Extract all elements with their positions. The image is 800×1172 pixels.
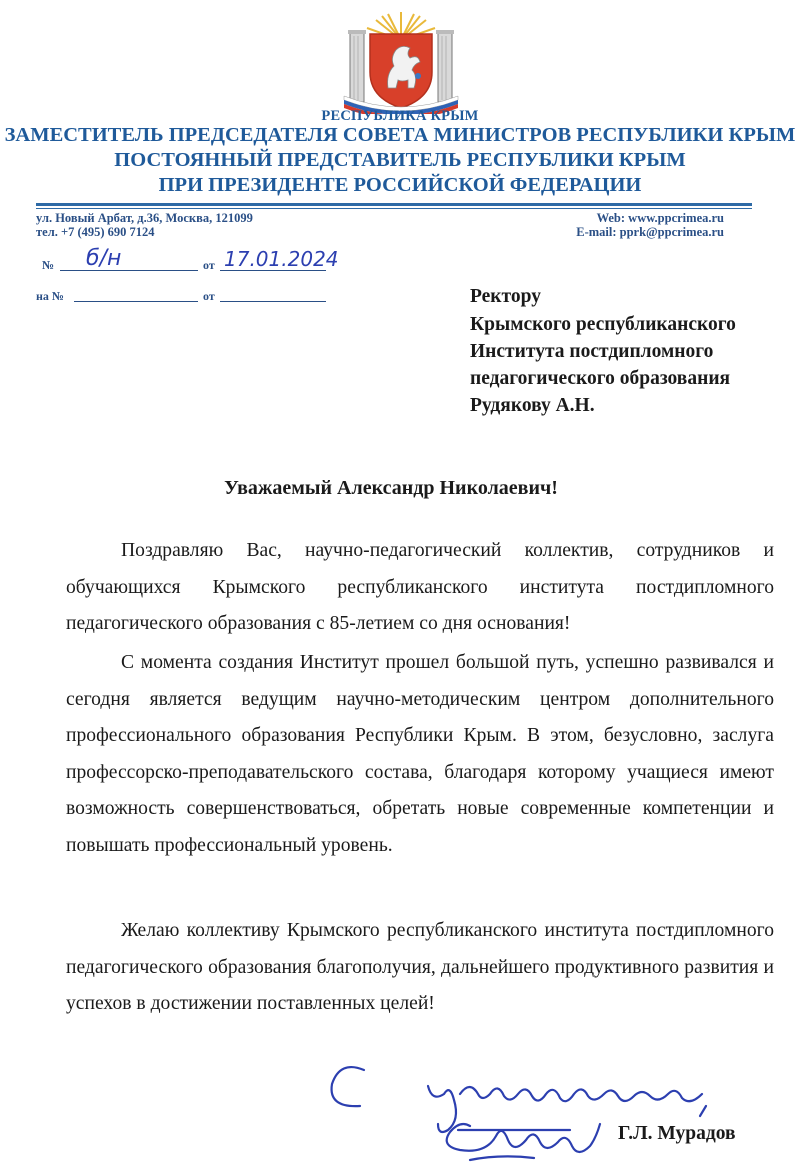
postal-address: ул. Новый Арбат, д.36, Москва, 121099 — [36, 211, 253, 225]
date-label: от — [203, 258, 215, 272]
body-paragraph-1: Поздравляю Вас, научно-педагогический коллектив, сотрудников и обучающихся Крымского республиканского института постдипломного педагогического образования с 85-летием со дня основания! — [66, 540, 774, 635]
addressee-line-3: Института постдипломного — [470, 341, 714, 362]
handwritten-signature — [320, 1050, 720, 1172]
date-handwritten: 17.01.2024 — [224, 247, 339, 271]
coat-of-arms-icon — [340, 10, 462, 114]
reference-number-label: на № — [36, 289, 64, 303]
header-line-3: ПРИ ПРЕЗИДЕНТЕ РОССИЙСКОЙ ФЕДЕРАЦИИ — [158, 174, 642, 196]
website: Web: www.ppcrimea.ru — [596, 211, 724, 225]
header-divider-thin — [36, 208, 752, 209]
number-label: № — [42, 258, 55, 272]
number-handwritten: б/н — [86, 246, 122, 271]
reference-date-underline — [220, 301, 326, 302]
phone-number: тел. +7 (495) 690 7124 — [36, 225, 155, 239]
header-divider-thick — [36, 203, 752, 206]
salutation: Уважаемый Александр Николаевич! — [224, 477, 558, 499]
header-line-2: ПОСТОЯННЫЙ ПРЕДСТАВИТЕЛЬ РЕСПУБЛИКИ КРЫМ — [114, 149, 686, 171]
number-underline — [60, 270, 198, 271]
signer-name: Г.Л. Мурадов — [618, 1123, 736, 1144]
republic-title: РЕСПУБЛИКА КРЫМ — [321, 108, 479, 124]
addressee-line-4: педагогического образования — [470, 368, 731, 389]
addressee-line-1: Ректору — [470, 286, 541, 307]
reference-date-label: от — [203, 289, 215, 303]
reference-number-underline — [74, 301, 198, 302]
body-paragraph-3: Желаю коллективу Крымского республиканского института постдипломного педагогического образования благополучия, дальнейшего продуктивного развития и успехов в достижении поставленных целей! — [66, 920, 774, 1015]
header-line-1: ЗАМЕСТИТЕЛЬ ПРЕДСЕДАТЕЛЯ СОВЕТА МИНИСТРОВ РЕСПУБЛИКИ КРЫМ — [4, 124, 796, 146]
body-paragraph-2: С момента создания Институт прошел большой путь, успешно развивался и сегодня является ведущим научно-методическим центром дополнительного профессионального образования Республики Крым. В этом, безусловно, заслуга профессорско-преподавательского состава, благодаря которому учащиеся имеют возможность совершенствоваться, обретать новые современные компетенции и повышать профессиональный уровень. — [66, 652, 774, 856]
addressee-line-2: Крымского республиканского — [470, 314, 736, 335]
addressee-line-5: Рудякову А.Н. — [470, 395, 595, 416]
email-address: E-mail: pprk@ppcrimea.ru — [576, 225, 724, 239]
